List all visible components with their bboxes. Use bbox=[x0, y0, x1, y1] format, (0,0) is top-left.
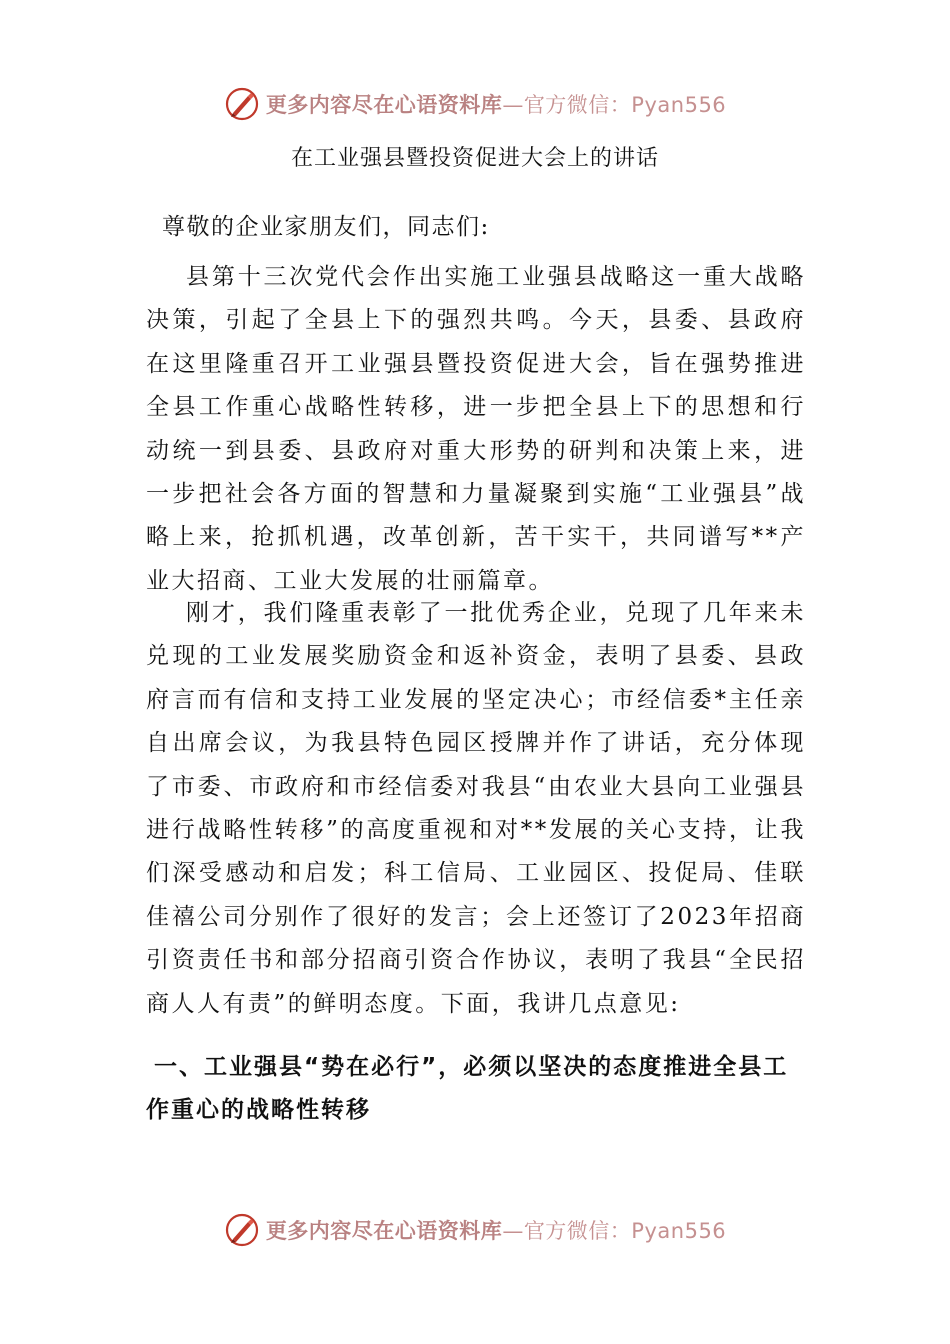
watermark-banner-bottom bbox=[0, 1210, 950, 1250]
watermark-text: 更多内容尽在心语资料库 bbox=[265, 93, 503, 117]
watermark-banner-top bbox=[0, 84, 950, 124]
paragraph-2: 刚才，我们隆重表彰了一批优秀企业，兑现了几年来未兑现的工业发展奖励资金和返补资金，表明了县委、县政府言而有信和支持工业发展的坚定决心；市经信委*主任亲自出席会议，为我县特色园区授牌并作了讲话，充分体现了市委、市政府和市经信委对我县“由农业大县向工业强县进行战略性转移”的高度重视和对**发展的关心支持，让我们深受感动和启发；科工信局、工业园区、投促局、佳联佳禧公司分别作了很好的发言；会上还签订了2023年招商引资责任书和部分招商引资合作协议，表明了我县“全民招商人人有责”的鲜明态度。下面，我讲几点意见: bbox=[146, 600, 806, 1017]
pen-logo-icon bbox=[224, 1212, 260, 1248]
paragraph-1: 县第十三次党代会作出实施工业强县战略这一重大战略决策，引起了全县上下的强烈共鸣。今天，县委、县政府在这里隆重召开工业强县暨投资促进大会，旨在强势推进全县工作重心战略性转移，进一步把全县上下的思想和行动统一到县委、县政府对重大形势的研判和决策上来，进一步把社会各方面的智慧和力量凝聚到实施“工业强县”战略上来，抢抓机遇，改革创新，苦干实干，共同谱写**产业大招商、工业大发展的壮丽篇章。 bbox=[146, 264, 806, 594]
watermark-dash: — bbox=[502, 93, 524, 117]
watermark-suffix: 官方微信：Pyan556 bbox=[523, 1219, 727, 1243]
section-heading-1: 一、工业强县“势在必行”，必须以坚决的态度推进全县工作重心的战略性转移 bbox=[146, 1054, 789, 1124]
salutation: 尊敬的企业家朋友们，同志们: bbox=[162, 214, 490, 240]
watermark-dash: — bbox=[502, 1219, 524, 1243]
document-title: 在工业强县暨投资促进大会上的讲话 bbox=[290, 146, 659, 171]
pen-logo-icon bbox=[224, 86, 260, 122]
watermark-text: 更多内容尽在心语资料库 bbox=[265, 1219, 503, 1243]
watermark-suffix: 官方微信：Pyan556 bbox=[523, 93, 727, 117]
